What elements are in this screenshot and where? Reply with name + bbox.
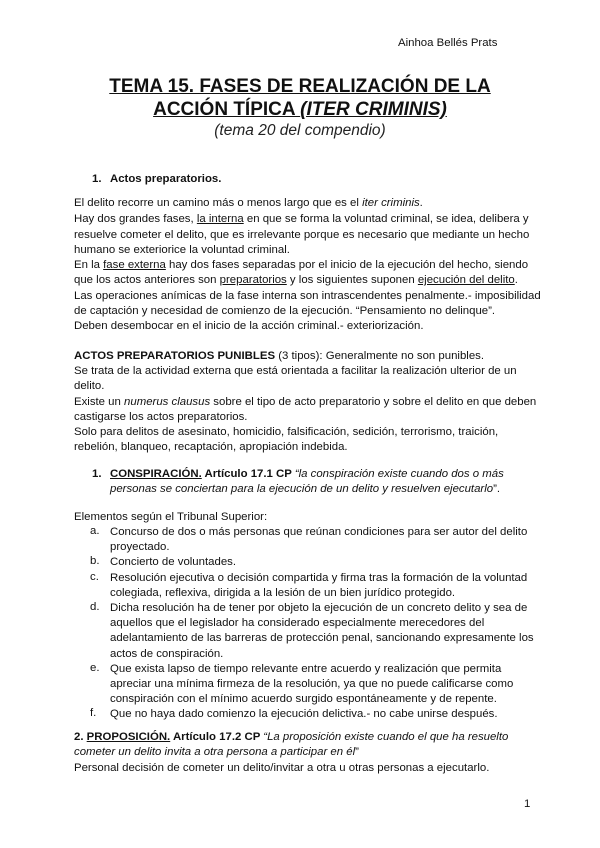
- title-line-1: TEMA 15. FASES DE REALIZACIÓN DE LA: [109, 76, 491, 97]
- list-item-text: conspiración con el mínimo acuerdo surgido espontáneamente y de repente.: [110, 693, 497, 706]
- page-number: 1: [524, 798, 531, 810]
- list-item-text: Concurso de dos o más personas que reúnan condiciones para ser autor del delito: [110, 526, 528, 538]
- page-title: [0, 75, 600, 121]
- paragraph-line: El delito recorre un camino más o menos largo que es el iter criminis.: [74, 197, 423, 209]
- list-marker: a.: [90, 525, 100, 537]
- title-line-2: ACCIÓN TÍPICA (ITER CRIMINIS): [153, 99, 447, 120]
- list-item-text: adelantamiento de las barreras de protección penal, sancionando expresamente los: [110, 632, 534, 645]
- paragraph-line: castigarse los actos preparatorios.: [74, 411, 248, 423]
- paragraph-line: humano se exteriorice la voluntad criminal.: [74, 244, 290, 256]
- subsection-number: 1.: [92, 468, 102, 480]
- list-item-text: Resolución ejecutiva o decisión compartida y firma tras la formación de la voluntad: [110, 571, 528, 584]
- list-marker: d.: [90, 601, 100, 613]
- paragraph-line: Hay dos grandes fases, la interna en que se forma la voluntad criminal, se idea, delibera y: [74, 213, 529, 225]
- paragraph-line: delito.: [74, 380, 105, 392]
- paragraph-line: Se trata de la actividad externa que está orientada a facilitar la realización ulterior de un: [74, 365, 517, 377]
- punibles-heading: ACTOS PREPARATORIOS PUNIBLES (3 tipos): Generalmente no son punibles.: [74, 350, 485, 362]
- list-item-text: Concierto de voluntades.: [110, 556, 237, 569]
- paragraph-line: de captación y necesidad de comienzo de la ejecución. “Pensamiento no delinque”.: [74, 305, 496, 317]
- list-item-text: apreciar una mínima firmeza de la resolución, ya que no puede calificarse como: [110, 677, 514, 690]
- paragraph-line: rebelión, blanqueo, recaptación, apropiación indebida.: [74, 441, 348, 453]
- list-item-text: Que no haya dado comienzo la ejecución delictiva.- no cabe unirse después.: [110, 708, 498, 721]
- paragraph-line: Solo para delitos de asesinato, homicidio, falsificación, sedición, terrorismo, traición,: [74, 426, 499, 438]
- list-item-text: Dicha resolución ha de tener por objeto la ejecución de un concreto delito y sea de: [110, 602, 528, 614]
- paragraph-line: Las operaciones anímicas de la fase interna son intrascendentes penalmente.- imposibilidad: [74, 290, 541, 302]
- list-item-text: actos de conspiración.: [110, 647, 224, 660]
- list-marker: e.: [90, 661, 100, 674]
- list-item-text: aquellos que el legislador ha considerado especialmente merecedores del: [110, 617, 485, 630]
- paragraph-line: que los actos anteriores son preparatorios y los siguientes suponen ejecución del delito.: [74, 274, 518, 286]
- proposicion-heading: 2. PROPOSICIÓN. Artículo 17.2 CP “La proposición existe cuando el que ha resuelto: [74, 731, 509, 743]
- list-item-text: Que exista lapso de tiempo relevante entre acuerdo y realización que permita: [110, 662, 502, 675]
- list-marker: f.: [90, 707, 97, 720]
- section-number: 1.: [92, 173, 102, 185]
- paragraph-line: Existe un numerus clausus sobre el tipo de acto preparatorio y sobre el delito en que deben: [74, 396, 537, 408]
- elementos-heading: Elementos según el Tribunal Superior:: [74, 511, 268, 523]
- conspiracion-heading: CONSPIRACIÓN. Artículo 17.1 CP “la conspiración existe cuando dos o más: [110, 468, 504, 480]
- paragraph-line: En la fase externa hay dos fases separadas por el inicio de la ejecución del hecho, siendo: [74, 259, 529, 271]
- conspiracion-quote: personas se conciertan para la ejecución de un delito y resuelven ejecutarlo”.: [110, 483, 501, 495]
- author-name: Ainhoa Bellés Prats: [398, 37, 498, 49]
- paragraph-line: Deben desembocar en el inicio de la acción criminal.- exteriorización.: [74, 320, 424, 332]
- page-subtitle: (tema 20 del compendio): [214, 122, 386, 139]
- list-marker: b.: [90, 555, 100, 568]
- paragraph-line: Personal decisión de cometer un delito/invitar a otra u otras personas a ejecutarlo.: [74, 762, 490, 774]
- list-item-text: colegiada, reflexiva, dirigida a la lesión de un bien jurídico protegido.: [110, 586, 456, 599]
- list-item-text: proyectado.: [110, 541, 170, 554]
- paragraph-line: resuelve cometer el delito, que es irrelevante porque es necesario que mediante un hecho: [74, 229, 530, 241]
- section-heading: Actos preparatorios.: [110, 173, 222, 185]
- proposicion-quote: cometer un delito invita a otra persona a participar en él”: [74, 746, 359, 758]
- list-marker: c.: [90, 570, 99, 583]
